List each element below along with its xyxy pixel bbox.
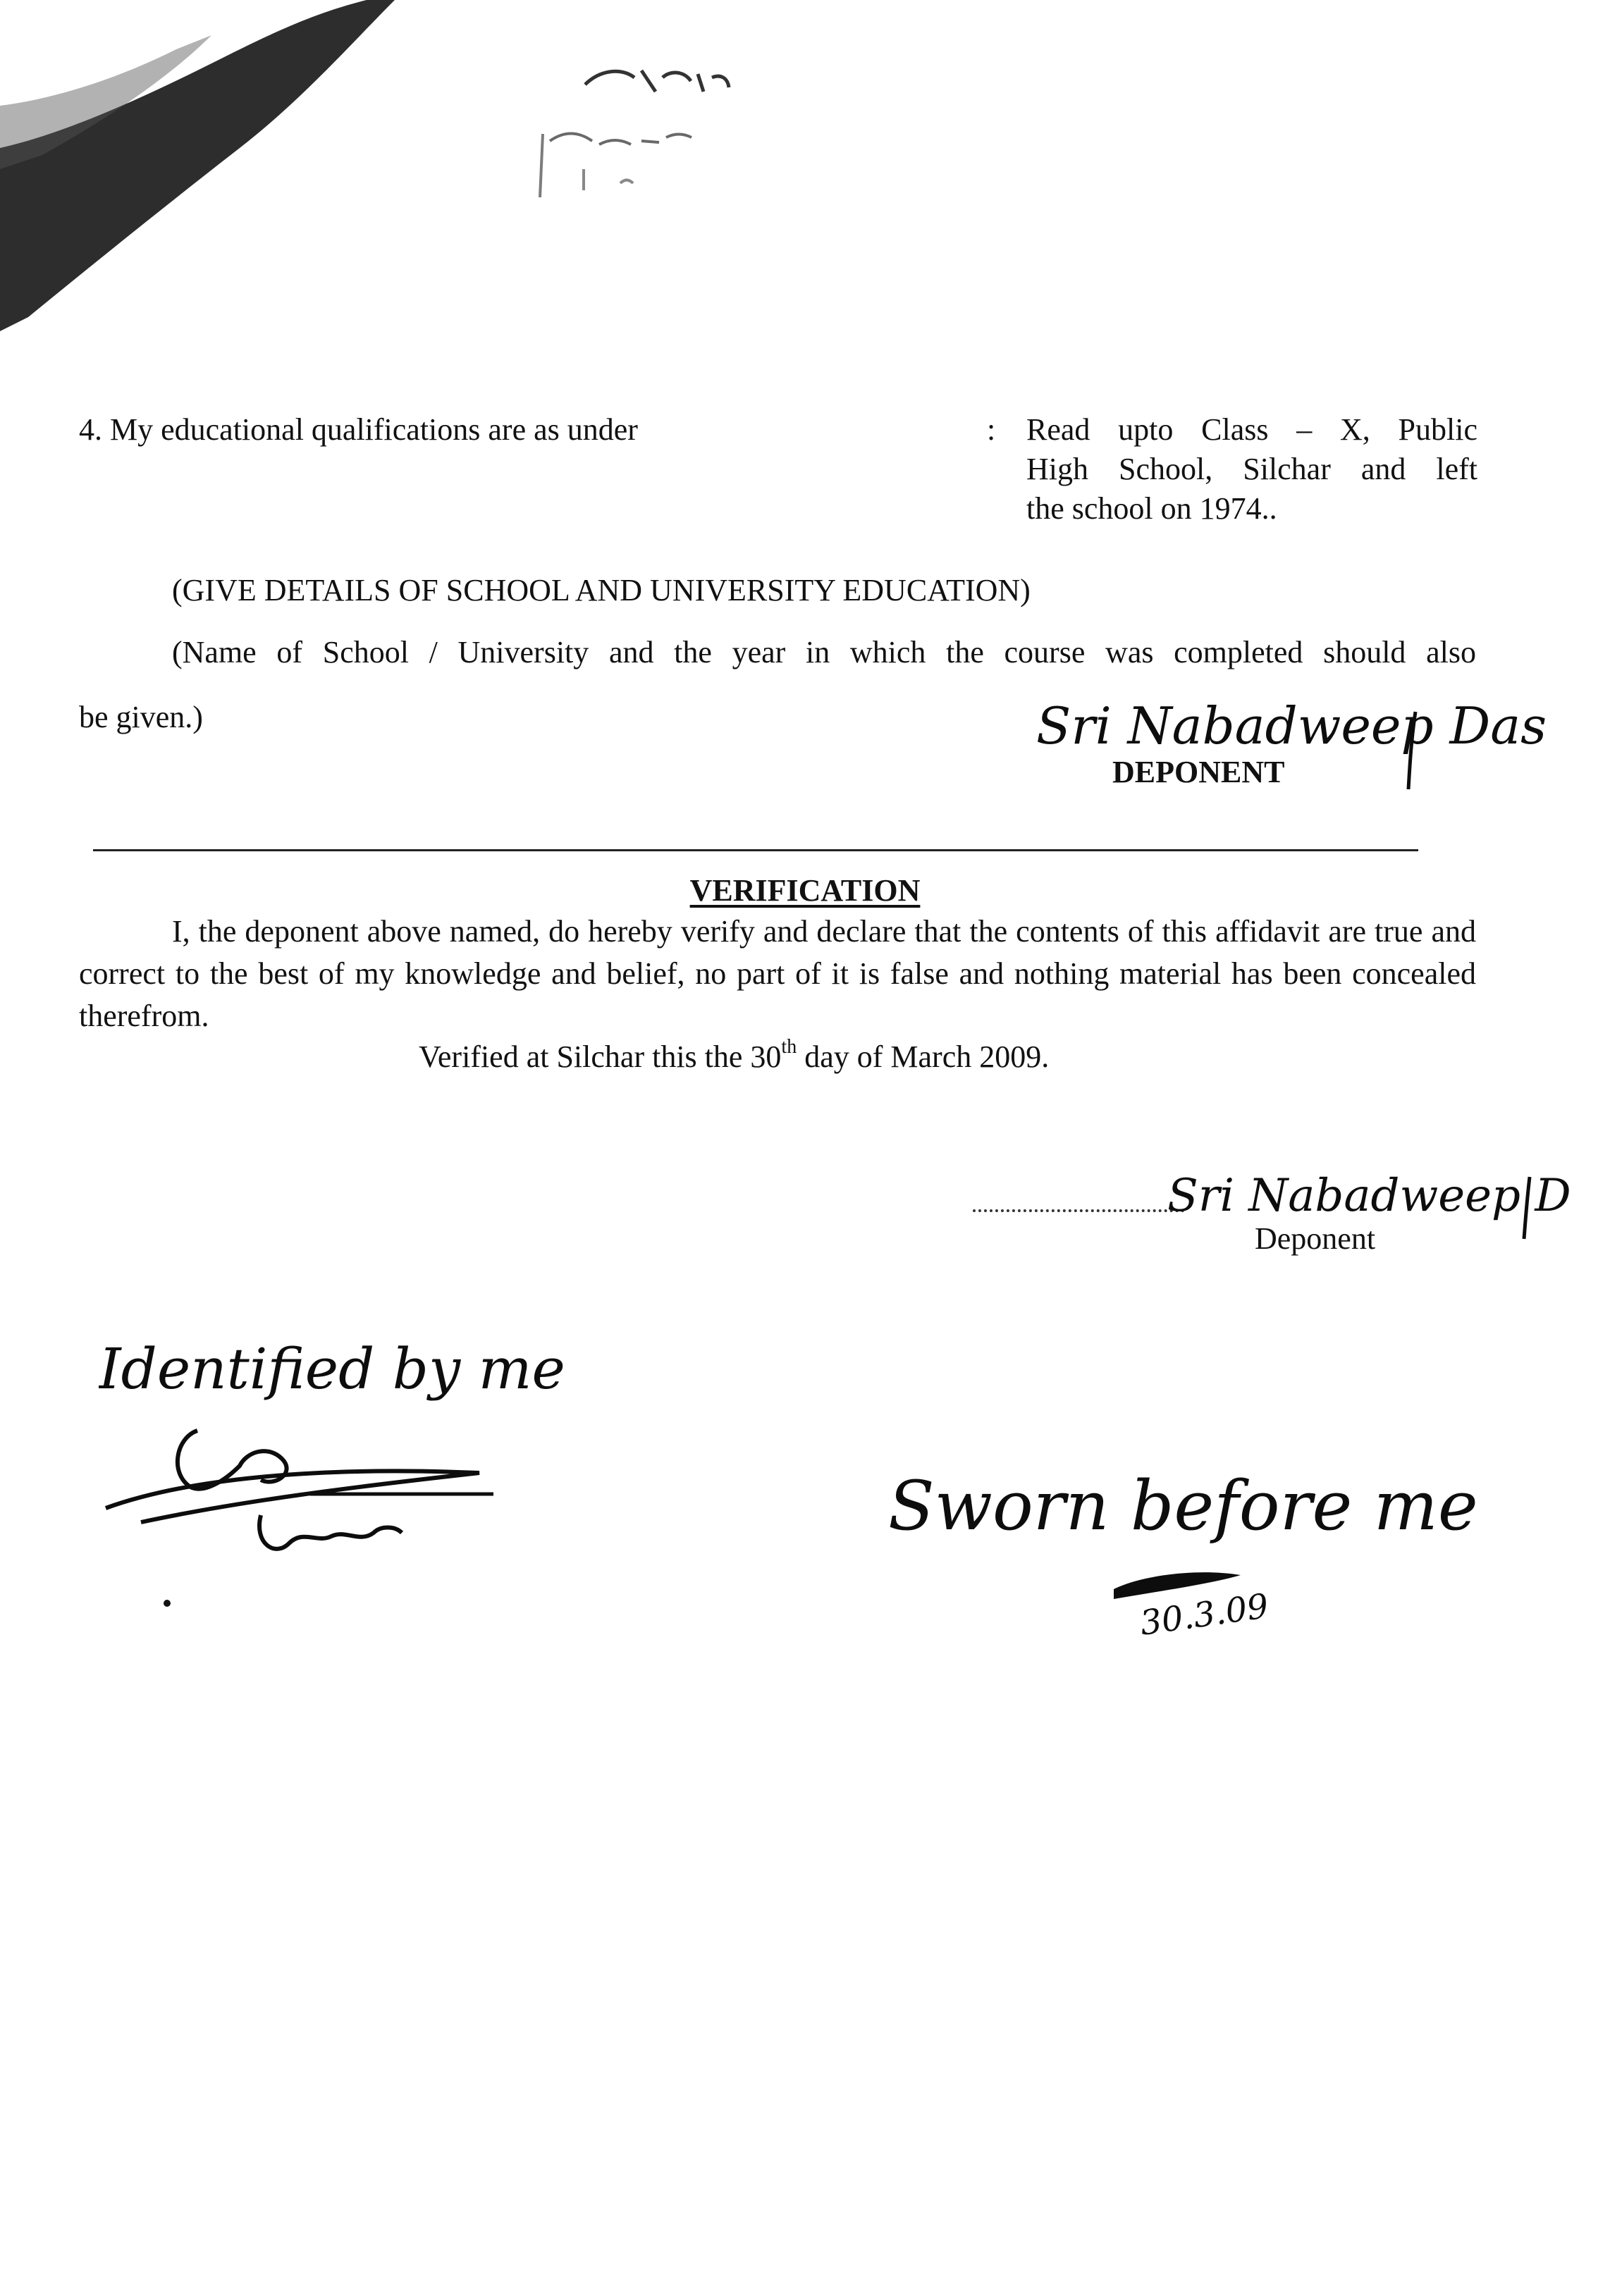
item4-label: 4. My educational qualifications are as under	[79, 412, 638, 447]
divider-line	[93, 849, 1418, 851]
signature-dotted-line	[973, 1209, 1184, 1212]
sworn-note-text: Sworn before me	[888, 1467, 1478, 1545]
verified-at-suffix: day of March 2009.	[797, 1039, 1050, 1074]
item4-colon: :	[987, 412, 996, 447]
faded-stamp-mark	[522, 28, 818, 240]
identified-by-signature	[99, 1325, 733, 1593]
deponent-label: Deponent	[1255, 1221, 1376, 1256]
item4-answer-line: Read upto Class – X, Public	[1026, 412, 1477, 447]
give-details-instruction: (GIVE DETAILS OF SCHOOL AND UNIVERSITY EDUCATION)	[172, 573, 1031, 607]
name-note-line-1: (Name of School / University and the year in which the course was completed should also	[172, 635, 1476, 669]
name-note-line-2: be given.)	[79, 700, 203, 734]
sworn-date-text: 30.3.09	[1137, 1586, 1272, 1643]
verified-at-superscript: th	[781, 1036, 797, 1058]
scan-corner-smudge	[0, 0, 395, 331]
verified-at-prefix: Verified at Silchar this the 30	[419, 1039, 782, 1074]
verification-title: VERIFICATION	[689, 873, 921, 908]
deponent-signature-1-text: Sri Nabadweep Das	[1036, 696, 1547, 755]
identified-note-text: Identified by me	[99, 1336, 565, 1402]
sworn-before-signature	[888, 1438, 1565, 1649]
item4-answer-line: High School, Silchar and left	[1026, 452, 1477, 486]
deponent-heading: DEPONENT	[1112, 755, 1285, 789]
item4-answer-line: the school on 1974..	[1026, 491, 1277, 526]
verified-at-line	[419, 1037, 1049, 1077]
deponent-signature-2	[1163, 1156, 1600, 1240]
stray-ink-dot	[164, 1600, 171, 1607]
deponent-signature-2-text: Sri Nabadweep D	[1167, 1170, 1571, 1222]
verification-body: I, the deponent above named, do hereby verify and declare that the contents of this affidavit are true and correct to the best of my knowledge and belief, no part of it is false and nothing material has been concealed therefrom.	[79, 914, 1476, 1033]
deponent-signature-1	[1029, 684, 1579, 789]
item4-answer	[1026, 410, 1477, 529]
